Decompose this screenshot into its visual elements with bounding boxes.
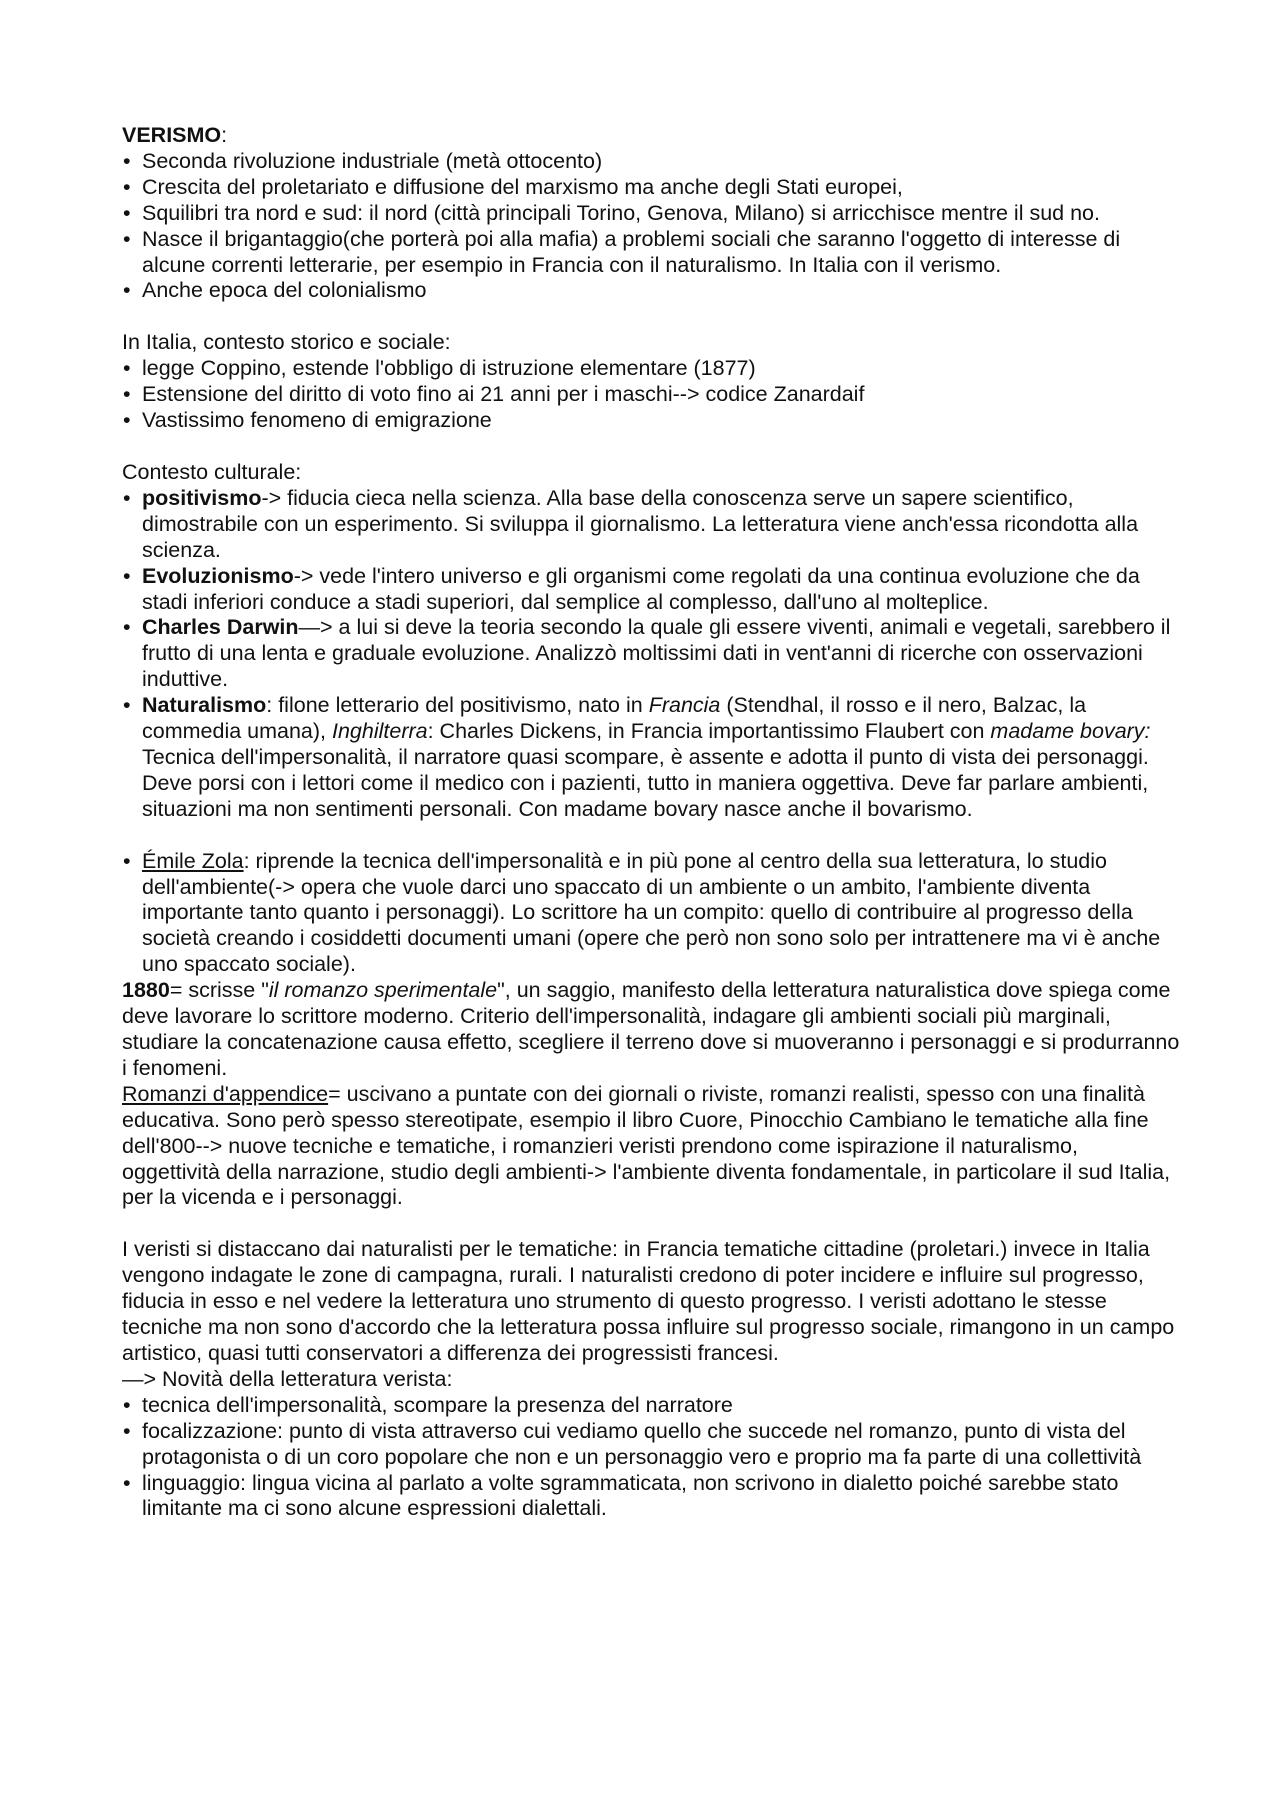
list-item: • Nasce il brigantaggio(che porterà poi alla mafia) a problemi sociali che saranno l'oggetto di interesse di alcune correnti letterarie, per esempio in Francia con il naturalismo. In Italia con il verismo. [122,227,1180,279]
italia-heading: In Italia, contesto storico e sociale: [122,330,451,355]
paragraph-1880 [122,978,1180,1082]
novita-heading: —> Novità della letteratura verista: [122,1366,453,1391]
list-item-darwin [122,615,1180,693]
term-zola: Émile Zola [142,848,244,873]
term-evoluzionismo: Evoluzionismo [142,563,294,588]
list-item: • tecnica dell'impersonalità, scompare la presenza del narratore [122,1393,1180,1419]
term-positivismo: positivismo [142,485,262,510]
list-item-naturalismo [122,693,1180,823]
year-1880: 1880 [122,978,170,1003]
spacer [122,434,1180,460]
p1880-text-1: = scrisse " [169,978,269,1003]
p1880-book-title: il romanzo sperimentale [268,978,498,1003]
verismo-title-colon: : [221,123,228,147]
naturalismo-francia: Francia [648,693,721,718]
romanzi-text: = uscivano a puntate con dei giornali o riviste, romanzi realisti, spesso con una finalità educativa. Sono però spesso stereotipate, esempio il libro Cuore, Pinocchio Cambiano le tematiche alla fine dell'800--> nuove tecniche e tematiche, i romanzieri veristi prendono come ispirazione il naturalismo, oggettività della narrazione, studio degli ambienti-> l'ambiente diventa fondamentale, in particolare il sud Italia, per la vicenda e i personaggi. [122,1081,1171,1210]
list-item: • Crescita del proletariato e diffusione del marxismo ma anche degli Stati europei, [122,175,1180,201]
culturale-heading: Contesto culturale: [122,459,302,484]
darwin-text: —> a lui si deve la teoria secondo la quale gli essere viventi, animali e vegetali, sarebbero il frutto di una lenta e graduale evoluzione. Analizzò moltissimi dati in vent'anni di ricerche con osservazioni induttive. [142,615,1171,692]
zola-list [122,849,1180,979]
list-item: • Estensione del diritto di voto fino ai 21 anni per i maschi--> codice Zanardaif [122,382,1180,408]
list-item: • linguaggio: lingua vicina al parlato a volte sgrammaticata, non scrivono in dialetto poiché sarebbe stato limitante ma ci sono alcune espressioni dialettali. [122,1471,1180,1523]
list-item: • focalizzazione: punto di vista attraverso cui vediamo quello che succede nel romanzo, punto di vista del protagonista o di un coro popolare che non e un personaggio vero e proprio ma fa parte di una collettività [122,1419,1180,1471]
list-item-zola [122,849,1180,979]
naturalismo-text-3: : Charles Dickens, in Francia importantissimo Flaubert con [427,719,991,744]
positivismo-text: -> fiducia cieca nella scienza. Alla base della conoscenza serve un sapere scientifico, dimostrabile con un esperimento. Si sviluppa il giornalismo. La letteratura viene anch'essa ricondotta alla scienza. [142,485,1139,562]
list-item: • legge Coppino, estende l'obbligo di istruzione elementare (1877) [122,356,1180,382]
term-darwin: Charles Darwin [142,615,299,640]
list-item: • Squilibri tra nord e sud: il nord (città principali Torino, Genova, Milano) si arricchisce mentre il sud no. [122,201,1180,227]
naturalismo-inghilterra: Inghilterra [332,719,428,744]
verismo-title [122,123,1180,149]
novita-list [122,1393,1180,1523]
zola-text: : riprende la tecnica dell'impersonalità e in più pone al centro della sua letteratura, lo studio dell'ambiente(-> opera che vuole darci uno spaccato di un ambiente o un ambito, l'ambiente diventa importante tanto quanto i personaggi). Lo scrittore ha un compito: quello di contribuire al progresso della società creando i cosiddetti documenti umani (opere che però non sono solo per intrattenere ma vi è anche uno spaccato sociale). [142,848,1161,977]
list-item-evoluzionismo [122,564,1180,616]
italia-list [122,356,1180,434]
naturalismo-text-4: Tecnica dell'impersonalità, il narratore quasi scompare, è assente e adotta il punto di vista dei personaggi. Deve porsi con i lettori come il medico con i pazienti, tutto in maniera oggettiva. Deve far parlare ambienti, situazioni ma non sentimenti personali. Con madame bovary nasce anche il bovarismo. [142,744,1149,821]
spacer [122,823,1180,849]
naturalismo-text-2: (Stendhal, il rosso e il nero, Balzac, la commedia umana), [142,693,1087,744]
paragraph-veristi: I veristi si distaccano dai naturalisti per le tematiche: in Francia tematiche cittadine (proletari.) invece in Italia vengono indagate le zone di campagna, rurali. I naturalisti credono di poter incidere e influire sul progresso, fiducia in esso e nel vedere la letteratura uno strumento di questo progresso. I veristi adottano le stesse tecniche ma non sono d'accordo che la letteratura possa influire sul progresso sociale, rimangono in un campo artistico, quasi tutti conservatori a differenza dei progressisti francesi. [122,1237,1175,1365]
term-naturalismo: Naturalismo [142,693,267,718]
list-item-positivismo [122,486,1180,564]
verismo-list [122,149,1180,304]
term-romanzi-appendice: Romanzi d'appendice [122,1081,329,1106]
list-item: • Anche epoca del colonialismo [122,278,1180,304]
spacer [122,1211,1180,1237]
naturalismo-text-1: : filone letterario del positivismo, nato in [266,693,649,718]
list-item: • Seconda rivoluzione industriale (metà ottocento) [122,149,1180,175]
naturalismo-bovary: madame bovary: [990,719,1151,744]
paragraph-romanzi [122,1082,1180,1212]
verismo-title-text: VERISMO [122,123,222,147]
spacer [122,304,1180,330]
evoluzionismo-text: -> vede l'intero universo e gli organismi come regolati da una continua evoluzione che da stadi inferiori conduce a stadi superiori, dal semplice al complesso, dall'uno al molteplice. [142,563,1140,614]
p1880-text-2: ", un saggio, manifesto della letteratura naturalistica dove spiega come deve lavorare lo scrittore moderno. Criterio dell'impersonalità, indagare gli ambienti sociali più marginali, studiare la concatenazione causa effetto, scegliere il terreno dove si muoveranno i personaggi e si produrranno i fenomeni. [122,978,1180,1080]
list-item: • Vastissimo fenomeno di emigrazione [122,408,1180,434]
culturale-list [122,486,1180,823]
